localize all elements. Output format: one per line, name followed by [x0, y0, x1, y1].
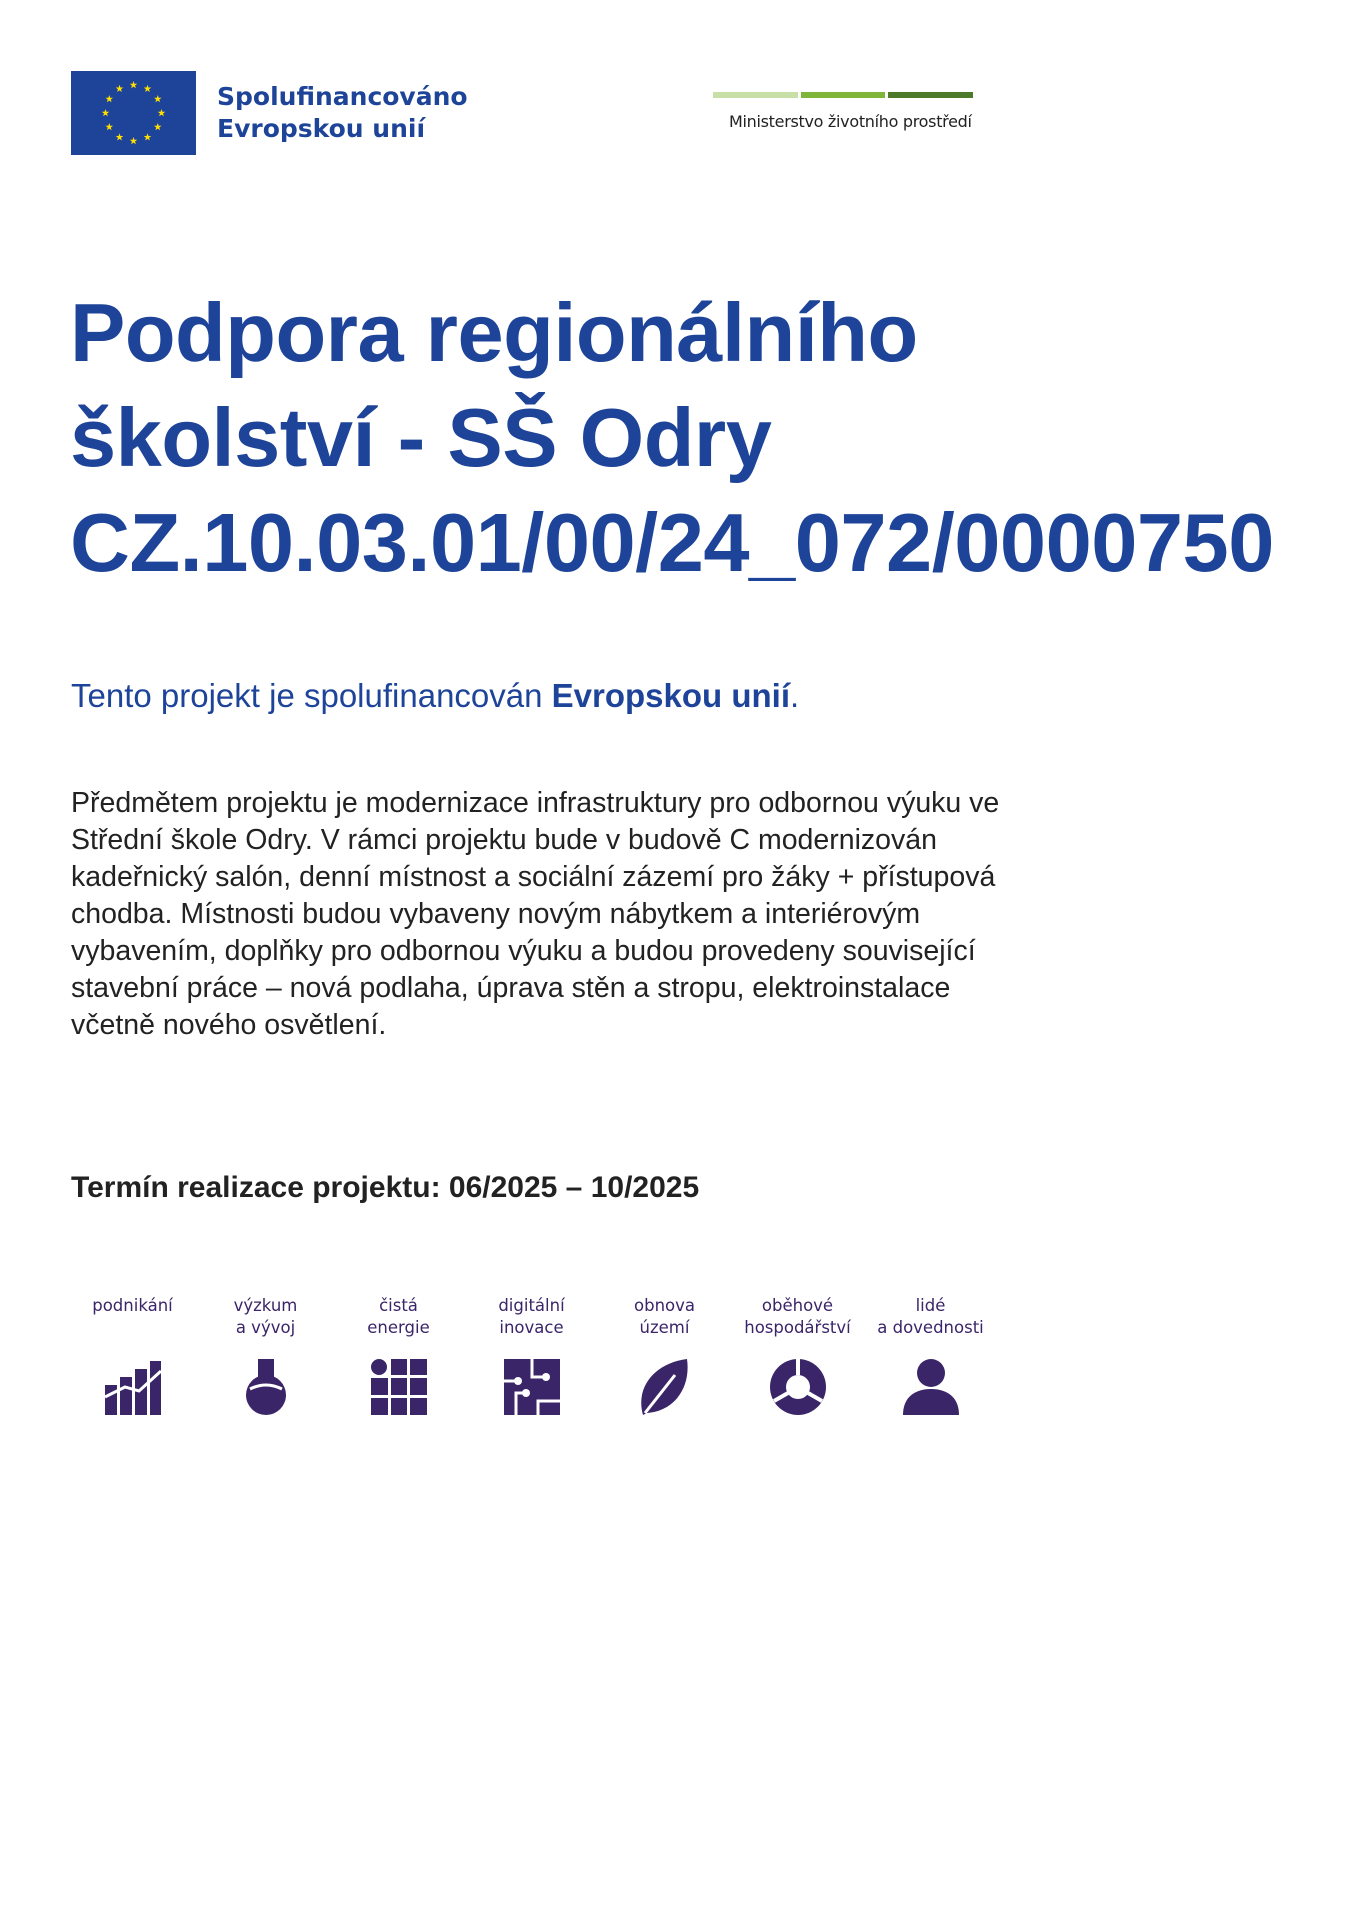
- leaf-icon: [635, 1357, 695, 1417]
- eu-star-icon: [144, 85, 152, 92]
- eu-star-icon: [102, 109, 110, 116]
- eu-star-icon: [154, 95, 162, 102]
- category-obnova-uzemi: [598, 1295, 731, 1417]
- ministry-name: Ministerstvo životního prostředí: [729, 112, 972, 131]
- category-label: oběhové hospodářství: [744, 1296, 851, 1337]
- category-label: čistá energie: [367, 1296, 430, 1337]
- category-label: podnikání: [92, 1296, 173, 1315]
- ministry-bar-dark: [888, 92, 973, 98]
- recycle-icon: [768, 1357, 828, 1417]
- bar-chart-icon: [103, 1357, 163, 1417]
- ministry-bar-light: [713, 92, 798, 98]
- eu-star-icon: [105, 95, 113, 102]
- person-icon: [901, 1357, 961, 1417]
- category-vyzkum: [199, 1295, 332, 1417]
- eu-star-icon: [130, 137, 138, 144]
- category-label: digitální inovace: [498, 1296, 565, 1337]
- project-title: [70, 280, 1274, 595]
- eu-text-line2: Evropskou unií: [217, 114, 426, 143]
- category-podnikani: [66, 1295, 199, 1417]
- title-line1: Podpora regionálního: [70, 286, 918, 379]
- cofinanced-highlight: Evropskou unií: [551, 677, 791, 714]
- eu-star-icon: [116, 85, 124, 92]
- category-label: obnova území: [634, 1296, 695, 1337]
- cofinanced-statement: [71, 676, 799, 716]
- solar-panel-icon: [369, 1357, 429, 1417]
- cofinanced-prefix: Tento projekt je spolufinancován: [71, 677, 552, 714]
- category-icons: [66, 1295, 997, 1417]
- eu-star-icon: [116, 133, 124, 140]
- eu-text-line1: Spolufinancováno: [217, 82, 468, 111]
- category-obehove-hospodarstvi: [731, 1295, 864, 1417]
- eu-logo: [71, 71, 468, 155]
- project-registration-number: CZ.10.03.01/00/24_072/0000750: [70, 496, 1274, 589]
- category-cista-energie: [332, 1295, 465, 1417]
- flask-icon: [236, 1357, 296, 1417]
- title-line2: školství - SŠ Odry: [70, 391, 772, 484]
- eu-star-icon: [154, 123, 162, 130]
- category-label: lidé a dovednosti: [877, 1296, 984, 1337]
- eu-cofinanced-label: [217, 81, 468, 145]
- category-lide-a-dovednosti: [864, 1295, 997, 1417]
- ministry-color-bars: [713, 92, 973, 98]
- eu-star-icon: [105, 123, 113, 130]
- eu-star-icon: [158, 109, 166, 116]
- eu-star-icon: [130, 81, 138, 88]
- cofinanced-suffix: .: [790, 677, 800, 714]
- eu-flag-icon: [71, 71, 196, 155]
- circuit-icon: [502, 1357, 562, 1417]
- category-label: výzkum a vývoj: [233, 1296, 298, 1337]
- project-term: Termín realizace projektu: 06/2025 – 10/2025: [71, 1171, 700, 1204]
- ministry-logo: [713, 92, 973, 131]
- category-digitalni-inovace: [465, 1295, 598, 1417]
- ministry-bar-mid: [801, 92, 886, 98]
- project-description: Předmětem projektu je modernizace infrastruktury pro odbornou výuku ve Střední škole Odry. V rámci projektu bude v budově C modernizován kadeřnický salón, denní místnost a sociální zázemí pro žáky + přístupová chodba. Místnosti budou vybaveny novým nábytkem a interiérovým vybavením, doplňky pro odbornou výuku a budou provedeny související stavební práce – nová podlaha, úprava stěn a stropu, elektroinstalace včetně nového osvětlení.: [71, 787, 1000, 1041]
- eu-star-icon: [144, 133, 152, 140]
